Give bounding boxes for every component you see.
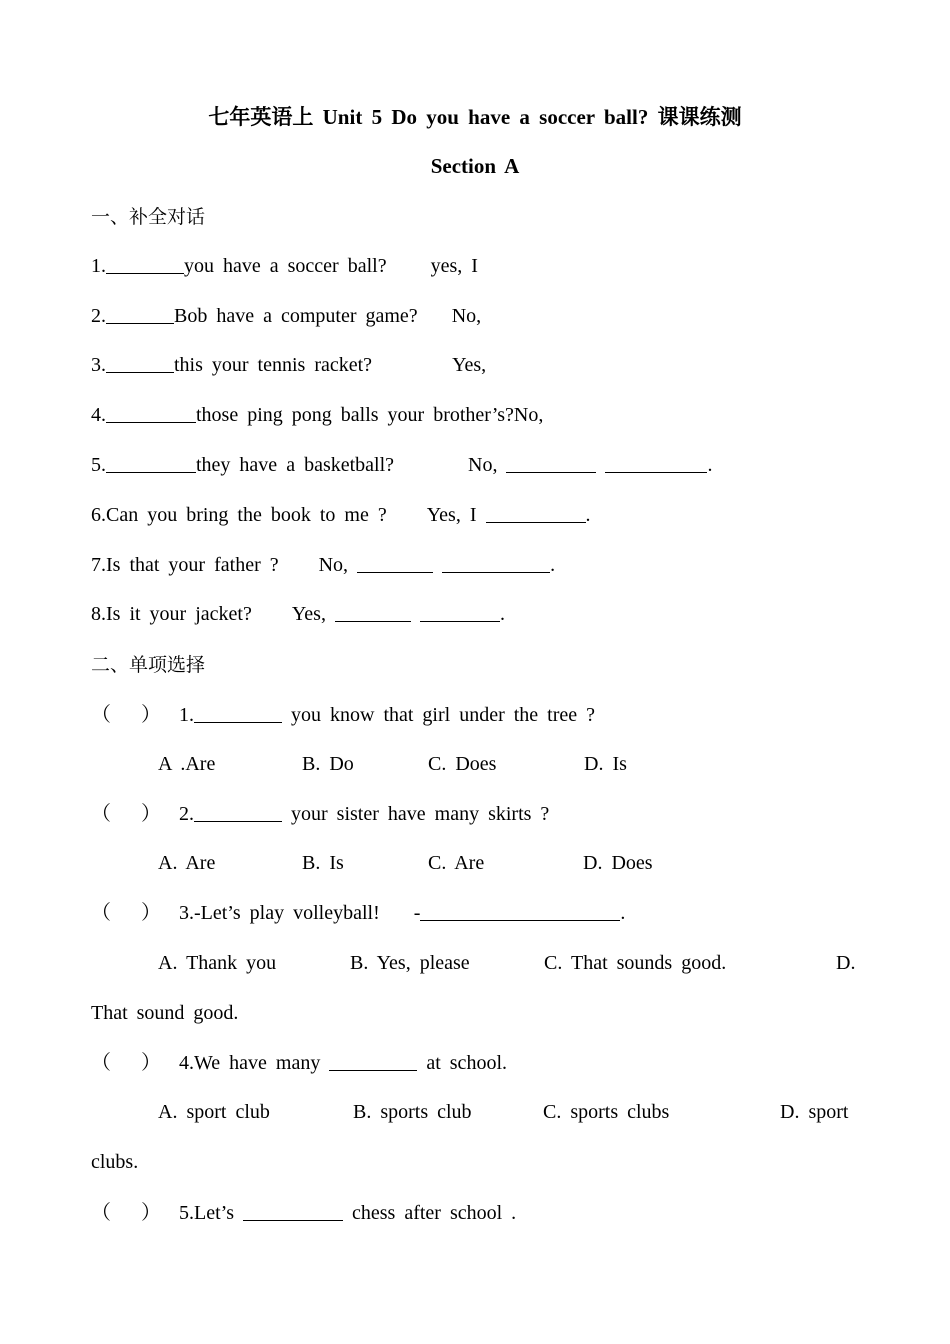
part1-heading: 一、补全对话 [91, 206, 206, 228]
option-c[interactable]: C. sports clubs [543, 1101, 670, 1123]
item-number: 7. [91, 554, 106, 576]
item-end: . [499, 603, 505, 625]
dialog-item-2 [91, 301, 860, 331]
answer-blank[interactable] [106, 255, 184, 274]
answer-blank[interactable] [442, 554, 550, 573]
item-text: Is it your jacket? [106, 603, 252, 625]
option-a[interactable]: A. sport club [158, 1101, 270, 1123]
answer-blank[interactable] [420, 603, 500, 622]
item-text: they have a basketball? [196, 454, 395, 476]
question-text: Let’s [194, 1202, 234, 1224]
item-number: 5. [91, 454, 106, 476]
answer-blank[interactable] [106, 454, 196, 473]
option-b[interactable]: B. sports club [353, 1101, 472, 1123]
dialog-item-6 [91, 500, 860, 530]
question-end: . [620, 902, 626, 924]
option-c[interactable]: C. That sounds good. [544, 952, 727, 974]
answer-blank[interactable] [106, 404, 196, 423]
item-answer-prompt: Yes, [452, 354, 487, 376]
item-end: . [585, 504, 591, 526]
item-number: 4. [91, 404, 106, 426]
option-a[interactable]: A .Are [158, 753, 216, 775]
answer-paren[interactable]: （ ） [91, 1052, 161, 1074]
item-number: 8. [91, 603, 106, 625]
answer-blank[interactable] [243, 1202, 343, 1221]
option-b[interactable]: B. Do [302, 753, 354, 775]
item-text: Is that your father ? [106, 554, 279, 576]
question-text: your sister have many skirts ? [291, 803, 550, 825]
item-number: 1. [91, 255, 106, 277]
question-number: 1. [179, 704, 194, 726]
item-text: Can you bring the book to me ? [106, 504, 387, 526]
option-b[interactable]: B. Yes, please [350, 952, 470, 974]
question-number: 2. [179, 803, 194, 825]
item-text: this your tennis racket? [174, 354, 373, 376]
dialog-item-8 [91, 599, 860, 629]
item-end: . [550, 554, 556, 576]
item-text: Bob have a computer game? [174, 305, 418, 327]
answer-blank[interactable] [335, 603, 411, 622]
option-d[interactable]: D. sport [780, 1101, 849, 1123]
choice-question-4 [91, 1048, 860, 1078]
part2-heading: 二、单项选择 [91, 654, 206, 676]
item-answer-prompt: No, [468, 454, 498, 476]
question-text: We have many [194, 1052, 321, 1074]
answer-blank[interactable] [486, 504, 586, 523]
item-answer-prompt: yes, I [430, 255, 478, 277]
option-c[interactable]: C. Does [428, 753, 497, 775]
dialog-item-4 [91, 400, 860, 430]
answer-paren[interactable]: （ ） [91, 902, 161, 924]
item-end: . [707, 454, 713, 476]
option-b[interactable]: B. Is [302, 852, 344, 874]
item-number: 6. [91, 504, 106, 526]
item-answer-prompt: Yes, I [426, 504, 477, 526]
choice-question-5 [91, 1198, 860, 1228]
answer-paren[interactable]: （ ） [91, 1202, 161, 1224]
dialog-item-5 [91, 450, 860, 480]
answer-blank[interactable] [106, 305, 174, 324]
option-d-continued: clubs. [91, 1151, 139, 1173]
answer-blank[interactable] [357, 554, 433, 573]
item-answer-prompt: No, [451, 305, 482, 327]
answer-blank[interactable] [194, 704, 282, 723]
answer-blank[interactable] [605, 454, 707, 473]
dialog-item-1 [91, 251, 860, 281]
question-text: -Let’s play volleyball! [194, 902, 380, 924]
item-number: 2. [91, 305, 106, 327]
question-dash: - [413, 902, 421, 924]
answer-blank[interactable] [506, 454, 596, 473]
page-title: 七年英语上 Unit 5 Do you have a soccer ball? 课课练测 [208, 105, 742, 129]
option-d[interactable]: D. [836, 952, 856, 974]
answer-paren[interactable]: （ ） [91, 704, 161, 726]
answer-blank[interactable] [420, 902, 620, 921]
question-text-after: at school. [426, 1052, 507, 1074]
question-text-after: chess after school . [352, 1202, 517, 1224]
item-number: 3. [91, 354, 106, 376]
option-d-continued: That sound good. [91, 1002, 239, 1024]
question-number: 3. [179, 902, 194, 924]
option-d[interactable]: D. Does [583, 852, 653, 874]
dialog-item-3 [91, 350, 860, 380]
section-title: Section A [430, 154, 520, 178]
question-number: 4. [179, 1052, 194, 1074]
answer-blank[interactable] [194, 803, 282, 822]
item-text: those ping pong balls your brother’s?No, [196, 404, 544, 426]
choice-question-1 [91, 700, 860, 730]
item-text: you have a soccer ball? [184, 255, 387, 277]
question-text: you know that girl under the tree ? [291, 704, 596, 726]
answer-blank[interactable] [106, 354, 174, 373]
choice-question-2 [91, 799, 860, 829]
question-number: 5. [179, 1202, 194, 1224]
choice-question-3 [91, 898, 860, 928]
option-c[interactable]: C. Are [428, 852, 485, 874]
option-a[interactable]: A. Thank you [158, 952, 277, 974]
answer-paren[interactable]: （ ） [91, 803, 161, 825]
option-a[interactable]: A. Are [158, 852, 216, 874]
item-answer-prompt: Yes, [291, 603, 326, 625]
answer-blank[interactable] [329, 1052, 417, 1071]
dialog-item-7 [91, 550, 860, 580]
item-answer-prompt: No, [318, 554, 349, 576]
option-d[interactable]: D. Is [584, 753, 627, 775]
